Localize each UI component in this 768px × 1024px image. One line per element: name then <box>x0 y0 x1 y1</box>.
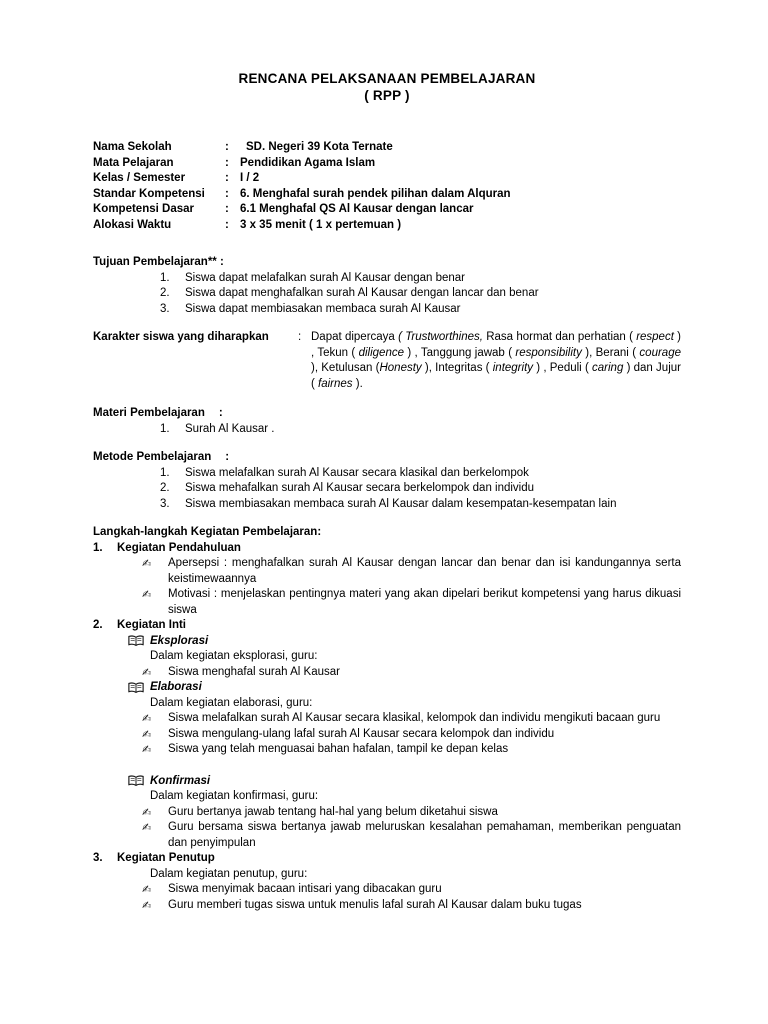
subsection-heading <box>93 774 681 790</box>
field-label: Alokasi Waktu <box>93 218 172 231</box>
field-label: Kompetensi Dasar <box>93 203 194 215</box>
heading-colon: : <box>218 407 223 419</box>
section-materi <box>93 406 681 437</box>
open-book-icon <box>128 635 144 647</box>
open-book-icon <box>128 682 144 694</box>
subsection-title: Konfirmasi <box>150 774 211 787</box>
list-item <box>93 286 681 302</box>
field-label: Nama Sekolah <box>93 141 172 153</box>
field-colon: : <box>225 172 229 184</box>
karakter-text <box>311 330 681 392</box>
text-segment: fairnes <box>318 377 353 390</box>
writing-hand-icon: ✍ <box>142 898 152 912</box>
field-value: 6.1 Menghafal QS Al Kausar dengan lancar <box>240 203 474 215</box>
text-segment: ) , Tekun ( <box>311 331 682 359</box>
bullet-item <box>93 742 681 758</box>
field-colon: : <box>225 218 229 231</box>
field-value: SD. Negeri 39 Kota Ternate <box>246 141 393 153</box>
subsection-intro: Dalam kegiatan eksplorasi, guru: <box>150 650 318 662</box>
text-segment: Rasa hormat dan perhatian ( <box>482 331 637 343</box>
subsection-title: Elaborasi <box>150 681 202 693</box>
kegiatan-inti <box>93 618 681 634</box>
field-value: I / 2 <box>240 172 260 184</box>
subsection-intro: Dalam kegiatan konfirmasi, guru: <box>150 790 319 802</box>
text-segment: diligence <box>358 346 404 359</box>
field-row-standar-kompetensi <box>93 187 681 203</box>
text-segment: courage <box>639 346 681 359</box>
section-heading: Tujuan Pembelajaran** : <box>93 256 224 268</box>
bullet-text: Guru bersama siswa bertanya jawab meluruskan kesalahan pemahaman, memberikan penguatan dan penyimpulan <box>168 821 681 849</box>
text-segment: ) , Tanggung jawab ( <box>404 346 516 359</box>
field-value: 3 x 35 menit ( 1 x pertemuan ) <box>240 218 402 231</box>
text-segment: Honesty <box>379 362 422 374</box>
bullet-text: Siswa melafalkan surah Al Kausar secara klasikal, kelompok dan individu mengikuti bacaan guru <box>168 712 661 724</box>
subsection-intro: Dalam kegiatan penutup, guru: <box>150 867 308 880</box>
section-heading-row <box>93 406 681 422</box>
writing-hand-icon: ✍ <box>142 883 152 896</box>
kegiatan-number: 1. <box>93 541 103 554</box>
list-item <box>93 497 681 513</box>
bullet-text: Apersepsi : menghafalkan surah Al Kausar dengan lancar dan benar dan isi kandungannya serta keistimewaannya <box>168 557 681 585</box>
item-text: Siswa dapat melafalkan surah Al Kausar dengan benar <box>185 271 466 284</box>
kegiatan-pendahuluan <box>93 541 681 557</box>
item-number: 2. <box>160 482 170 494</box>
bullet-item <box>93 727 681 743</box>
field-value: 6. Menghafal surah pendek pilihan dalam Alquran <box>240 187 511 200</box>
bullet-item <box>93 587 681 618</box>
metode-list <box>93 466 681 513</box>
bullet-item <box>93 820 681 851</box>
field-value: Pendidikan Agama Islam <box>240 156 376 169</box>
bullet-text: Siswa mengulang-ulang lafal surah Al Kausar secara kelompok dan individu <box>168 727 555 740</box>
item-text: Siswa dapat menghafalkan surah Al Kausar dengan lancar dan benar <box>185 287 539 299</box>
title-line: RENCANA PELAKSANAAN PEMBELAJARAN <box>238 71 536 86</box>
writing-hand-icon: ✍ <box>142 557 152 570</box>
subsection-elaborasi <box>93 680 681 758</box>
bullet-text: Siswa yang telah menguasai bahan hafalan, tampil ke depan kelas <box>168 743 509 755</box>
field-row-mata-pelajaran <box>93 156 681 172</box>
kegiatan-number: 3. <box>93 852 103 864</box>
section-metode <box>93 450 681 512</box>
subsection-intro: Dalam kegiatan elaborasi, guru: <box>150 696 313 709</box>
item-number: 1. <box>160 271 170 284</box>
materi-list <box>93 422 681 438</box>
section-langkah <box>93 525 681 913</box>
section-heading: Materi Pembelajaran <box>93 407 205 419</box>
section-heading: Metode Pembelajaran <box>93 451 212 463</box>
subsection-heading <box>93 680 681 696</box>
field-colon: : <box>225 203 229 215</box>
field-row-alokasi-waktu <box>93 218 681 234</box>
text-segment: caring <box>592 362 624 374</box>
text-segment: responsibility <box>515 346 582 359</box>
list-item <box>93 481 681 497</box>
text-segment: ) , Peduli ( <box>533 362 593 374</box>
field-row-nama-sekolah <box>93 140 681 156</box>
writing-hand-icon: ✍ <box>142 805 152 819</box>
karakter-colon: : <box>298 331 302 343</box>
bullet-item <box>93 882 681 898</box>
header-fields <box>93 140 681 233</box>
subsection-heading <box>93 634 681 650</box>
item-number: 1. <box>160 422 170 435</box>
item-text: Siswa mehafalkan surah Al Kausar secara berkelompok dan individu <box>185 482 535 494</box>
text-segment: ), Berani ( <box>581 346 640 359</box>
bullet-item <box>93 711 681 727</box>
subsection-eksplorasi <box>93 634 681 681</box>
field-label: Kelas / Semester <box>93 172 186 184</box>
heading-colon: : <box>225 451 230 463</box>
field-colon: : <box>225 141 229 153</box>
text-segment: Dapat dipercaya <box>311 331 399 343</box>
item-number: 1. <box>160 466 170 479</box>
field-colon: : <box>225 156 229 169</box>
field-label: Mata Pelajaran <box>93 156 174 169</box>
bullet-item <box>93 805 681 821</box>
page-title <box>93 70 681 104</box>
section-heading: Langkah-langkah Kegiatan Pembelajaran: <box>93 526 322 538</box>
section-tujuan <box>93 255 681 317</box>
kegiatan-title: Kegiatan Pendahuluan <box>117 541 241 554</box>
text-segment: ), Ketulusan ( <box>311 362 380 374</box>
text-segment: ( Trustworthines, <box>398 331 483 343</box>
text-segment: ), Integritas ( <box>421 362 493 374</box>
writing-hand-icon: ✍ <box>142 712 152 725</box>
kegiatan-title: Kegiatan Inti <box>117 619 187 631</box>
bullet-text: Siswa menyimak bacaan intisari yang dibacakan guru <box>168 883 442 895</box>
bullet-text: Guru memberi tugas siswa untuk menulis lafal surah Al Kausar dalam buku tugas <box>168 898 582 911</box>
list-item <box>93 271 681 287</box>
bullet-item <box>93 898 681 914</box>
item-text: Siswa dapat membiasakan membaca surah Al Kausar <box>185 302 461 315</box>
text-segment: ). <box>352 377 363 390</box>
subsection-konfirmasi <box>93 774 681 852</box>
item-text: Siswa melafalkan surah Al Kausar secara klasikal dan berkelompok <box>185 466 529 479</box>
section-heading-row <box>93 450 681 466</box>
item-text: Surah Al Kausar . <box>185 422 275 435</box>
list-item <box>93 302 681 318</box>
open-book-icon <box>128 775 144 787</box>
item-number: 3. <box>160 497 170 510</box>
writing-hand-icon: ✍ <box>142 743 152 756</box>
list-item <box>93 422 681 438</box>
field-colon: : <box>225 187 229 200</box>
bullet-item <box>93 556 681 587</box>
subtitle-line: ( RPP ) <box>364 88 410 103</box>
text-segment: ) dan Jujur ( <box>311 362 681 390</box>
writing-hand-icon: ✍ <box>142 821 152 834</box>
kegiatan-penutup <box>93 851 681 867</box>
field-label: Standar Kompetensi <box>93 187 205 200</box>
text-segment: respect <box>636 331 674 343</box>
item-number: 3. <box>160 302 170 315</box>
bullet-text: Guru bertanya jawab tentang hal-hal yang belum diketahui siswa <box>168 805 498 818</box>
field-row-kelas-semester <box>93 171 681 187</box>
list-item <box>93 466 681 482</box>
writing-hand-icon: ✍ <box>142 588 152 601</box>
writing-hand-icon: ✍ <box>142 665 152 679</box>
item-number: 2. <box>160 287 170 299</box>
bullet-text: Siswa menghafal surah Al Kausar <box>168 665 340 678</box>
writing-hand-icon: ✍ <box>142 727 152 741</box>
bullet-text: Motivasi : menjelaskan pentingnya materi yang akan dipelari berikut kompetensi yang harus dikuasi siswa <box>168 588 681 616</box>
item-text: Siswa membiasakan membaca surah Al Kausar dalam kesempatan-kesempatan lain <box>185 497 617 510</box>
tujuan-list <box>93 271 681 318</box>
section-karakter <box>93 330 681 392</box>
karakter-label: Karakter siswa yang diharapkan <box>93 331 269 343</box>
kegiatan-number: 2. <box>93 619 103 631</box>
field-row-kompetensi-dasar <box>93 202 681 218</box>
bullet-item <box>93 665 681 681</box>
kegiatan-title: Kegiatan Penutup <box>117 852 215 864</box>
text-segment: integrity <box>492 362 534 374</box>
subsection-title: Eksplorasi <box>150 634 209 647</box>
